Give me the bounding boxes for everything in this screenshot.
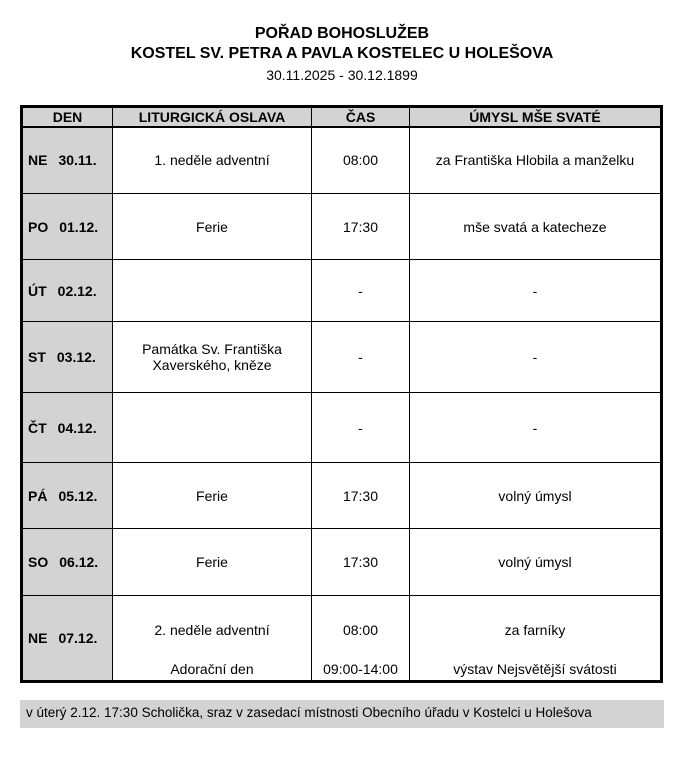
day-cell [22,322,113,393]
intention-line-2: výstav Nejsvětější svátosti [453,661,617,677]
day-abbrev: ST [28,349,46,365]
celebration-line-2: Adorační den [170,661,254,677]
column-header-celebration: LITURGICKÁ OSLAVA [113,107,312,127]
document-header [0,0,684,84]
intention-cell: - [410,393,662,463]
time-cell: 08:00 [312,127,410,194]
day-abbrev: NE [28,630,48,646]
table-header-row [22,107,662,127]
intention-cell: - [410,322,662,393]
schedule-table [20,105,663,683]
intention-cell: volný úmysl [410,529,662,596]
intention-cell [410,596,662,682]
day-cell [22,194,113,260]
column-header-intention: ÚMYSL MŠE SVATÉ [410,107,662,127]
day-date: 01.12. [59,218,99,235]
day-date: 02.12. [57,282,97,299]
day-date: 30.11. [58,152,97,169]
day-date: 05.12. [58,487,98,504]
intention-cell: - [410,260,662,322]
intention-cell: za Františka Hlobila a manželku [410,127,662,194]
table-row [22,463,662,529]
time-cell: 17:30 [312,529,410,596]
date-range: 30.11.2025 - 30.12.1899 [266,67,418,83]
day-cell [22,260,113,322]
celebration-cell [113,260,312,322]
table-row [22,322,662,393]
day-abbrev: SO [28,554,49,570]
table-row [22,393,662,463]
intention-cell: mše svatá a katecheze [410,194,662,260]
table-row [22,529,662,596]
day-date: 06.12. [59,554,99,570]
celebration-cell: Ferie [113,463,312,529]
day-cell [22,393,113,463]
day-abbrev: ČT [28,419,47,436]
column-header-day: DEN [22,107,113,127]
table-row [22,194,662,260]
table-row [22,596,662,682]
time-cell: 17:30 [312,194,410,260]
footer-note [20,700,664,728]
time-cell [312,596,410,682]
celebration-line-1: 2. neděle adventní [154,622,270,638]
day-abbrev: PO [28,218,49,235]
celebration-cell: Ferie [113,194,312,260]
day-cell [22,463,113,529]
celebration-cell: 1. neděle adventní [113,127,312,194]
time-line-2: 09:00-14:00 [323,661,398,677]
column-header-time: ČAS [312,107,410,127]
day-abbrev: NE [28,152,48,169]
intention-cell: volný úmysl [410,463,662,529]
day-abbrev: ÚT [28,282,47,299]
day-date: 04.12. [57,419,97,436]
time-cell: - [312,260,410,322]
time-cell: - [312,322,410,393]
celebration-cell [113,393,312,463]
day-cell [22,127,113,194]
time-cell: - [312,393,410,463]
celebration-cell [113,596,312,682]
table-row [22,127,662,194]
table-row [22,260,662,322]
celebration-cell: Památka Sv. Františka Xaverského, kněze [113,322,312,393]
page-title: POŘAD BOHOSLUŽEB [254,25,430,42]
day-date: 03.12. [56,349,96,365]
day-date: 07.12. [58,630,98,646]
time-line-1: 08:00 [342,622,379,638]
celebration-cell: Ferie [113,529,312,596]
footer-note-text: v úterý 2.12. 17:30 Scholička, sraz v zasedací místnosti Obecního úřadu v Kostelci u Holešova [26,705,592,720]
time-cell: 17:30 [312,463,410,529]
intention-line-1: za farníky [504,622,566,638]
day-abbrev: PÁ [28,487,48,504]
church-name: KOSTEL SV. PETRA A PAVLA KOSTELEC U HOLEŠOVA [130,45,554,62]
day-cell [22,529,113,596]
day-cell [22,596,113,682]
